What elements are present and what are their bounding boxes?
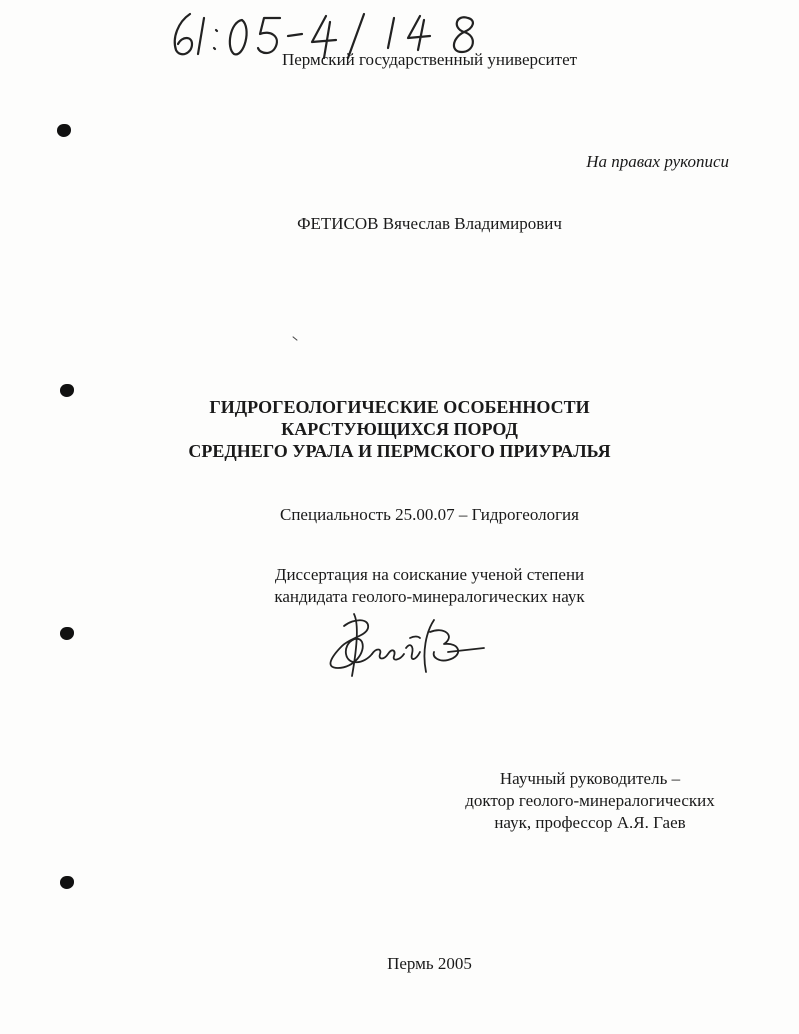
author-name: ФЕТИСОВ Вячеслав Владимирович (297, 214, 562, 233)
scientific-supervisor (440, 768, 740, 834)
degree-line: кандидата геолого-минералогических наук (274, 587, 585, 606)
stroke-4b (408, 16, 430, 50)
degree-statement (30, 564, 799, 608)
university-name: Пермский государственный университет (281, 50, 578, 69)
punch-hole-mark (57, 124, 71, 137)
stroke-dash (288, 34, 302, 36)
title-line: СРЕДНЕГО УРАЛА И ПЕРМСКОГО ПРИУРАЛЬЯ (188, 441, 611, 461)
supervisor-line: Научный руководитель – (499, 769, 681, 788)
punch-hole-mark (60, 627, 74, 640)
title-line: КАРСТУЮЩИХСЯ ПОРОД (281, 419, 518, 439)
dissertation-title (0, 396, 799, 462)
supervisor-line: наук, профессор А.Я. Гаев (494, 813, 686, 832)
supervisor-line: доктор геолого-минералогических (465, 791, 715, 810)
rights-note: На правах рукописи (586, 152, 729, 171)
scan-speck (292, 336, 297, 341)
punch-hole-mark (60, 876, 74, 889)
city-year: Пермь 2005 (387, 954, 472, 973)
degree-line: Диссертация на соискание ученой степени (274, 565, 585, 584)
title-line: ГИДРОГЕОЛОГИЧЕСКИЕ ОСОБЕННОСТИ (209, 397, 590, 417)
stroke-5 (258, 18, 280, 53)
stroke-8 (454, 17, 473, 52)
author-signature (314, 612, 494, 682)
stroke-1b (388, 18, 394, 48)
specialty: Специальность 25.00.07 – Гидрогеология (280, 505, 579, 524)
stroke-colon (214, 30, 217, 49)
